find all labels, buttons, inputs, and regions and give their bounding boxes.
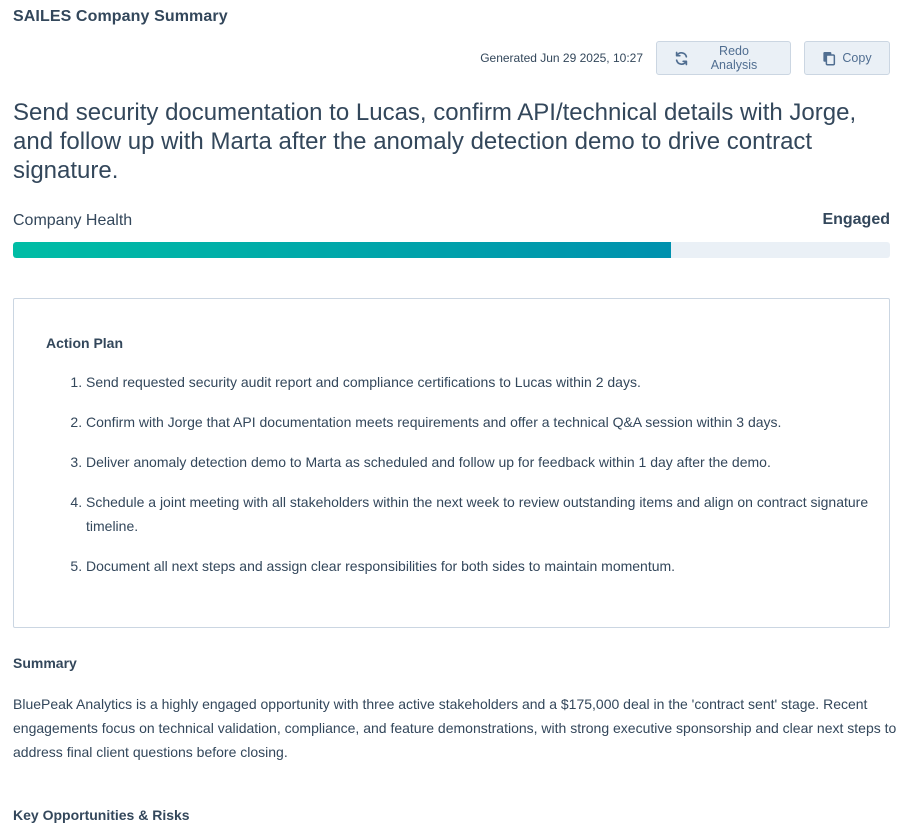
- action-plan-card: [13, 298, 890, 628]
- app-title: SAILES Company Summary: [13, 8, 228, 25]
- company-health-status: Engaged: [822, 211, 890, 228]
- redo-analysis-label: Redo Analysis: [710, 44, 758, 72]
- summary-title: Summary: [13, 655, 77, 671]
- action-plan-list: [46, 370, 876, 594]
- company-health-bar: [13, 242, 890, 258]
- action-plan-title: Action Plan: [46, 335, 124, 351]
- company-health-bar-fill: [13, 242, 671, 258]
- company-health-label: Company Health: [13, 212, 133, 229]
- action-plan-item: 5. Document all next steps and assign clear responsibilities for both sides to maintain momentum.: [86, 554, 876, 578]
- redo-analysis-button[interactable]: [656, 41, 791, 75]
- key-opportunities-risks-title: Key Opportunities & Risks: [13, 807, 190, 823]
- action-plan-item: 4. Schedule a joint meeting with all stakeholders within the next week to review outstanding items and align on contract signature timeline.: [86, 490, 876, 538]
- toolbar: [480, 41, 890, 75]
- action-plan-item: 1. Send requested security audit report and compliance certifications to Lucas within 2 days.: [86, 370, 876, 394]
- summary-text: BluePeak Analytics is a highly engaged opportunity with three active stakeholders and a $175,000 deal in the 'contract sent' stage. Recent engagements focus on technical validation, compliance, and feature demonstrations, with strong executive sponsorship and clear next steps to address final client questions before closing.: [13, 696, 897, 760]
- action-plan-item: 3. Deliver anomaly detection demo to Marta as scheduled and follow up for feedback within 1 day after the demo.: [86, 450, 876, 474]
- generated-timestamp: Generated Jun 29 2025, 10:27: [480, 51, 643, 65]
- copy-icon: [822, 51, 836, 66]
- copy-label: Copy: [842, 51, 872, 65]
- copy-button[interactable]: [804, 41, 890, 75]
- action-plan-item: 2. Confirm with Jorge that API documentation meets requirements and offer a technical Q&A session within 3 days.: [86, 410, 876, 434]
- summary-headline: Send security documentation to Lucas, confirm API/technical details with Jorge, and follow up with Marta after the anomaly detection demo to drive contract signature.: [13, 99, 857, 184]
- refresh-icon: [674, 51, 689, 66]
